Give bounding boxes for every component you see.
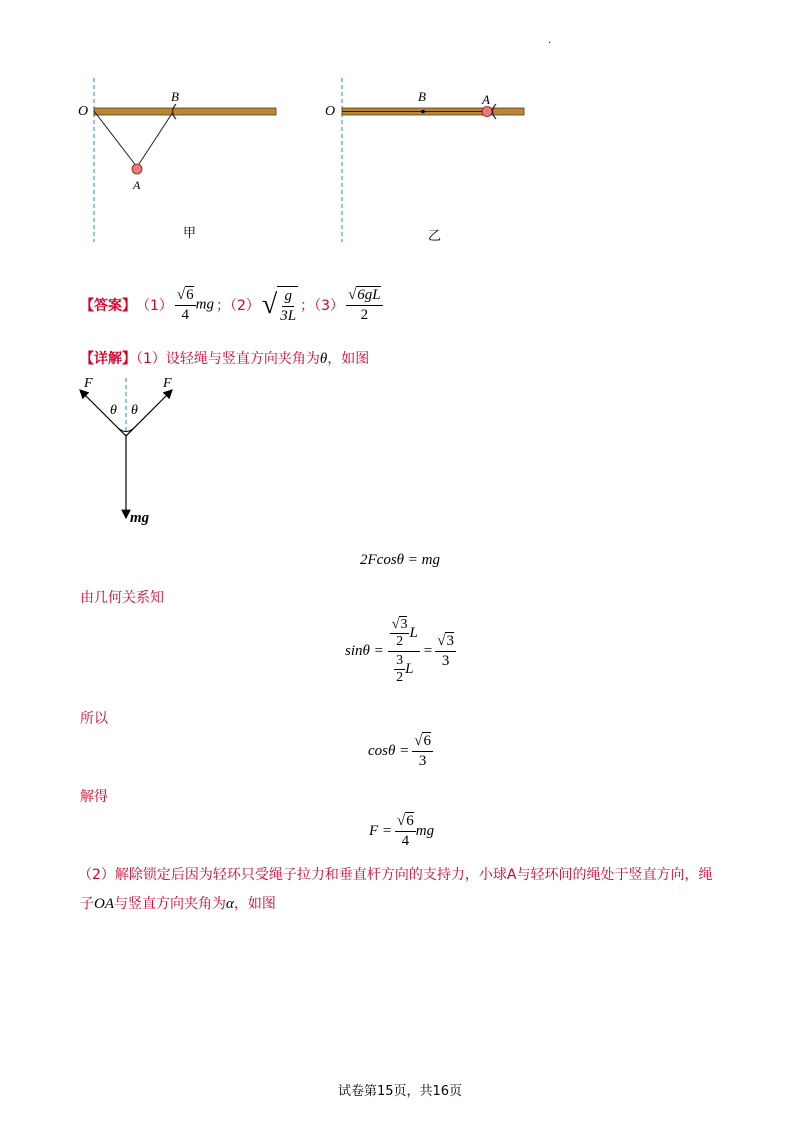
caption-yi: 乙 — [428, 228, 442, 243]
rod-ring-figure — [0, 0, 800, 250]
horizontal-rod — [94, 108, 276, 115]
eq2-rhs: $\frac{√3}{3}$ — [437, 633, 454, 669]
ball-a — [132, 164, 142, 174]
answer-tag: 【答案】 — [80, 298, 136, 314]
text-so: 所以 — [80, 711, 108, 727]
answer-3: $\frac{√6gL}{2}$ — [348, 287, 381, 323]
label-b: B — [171, 89, 179, 104]
part2-line-1: （2）解除锁定后因为轻环只受绳子拉力和垂直杆方向的支持力，小球A与轻环间的绳处于竖直方向，绳 — [78, 867, 713, 883]
equation-2 — [345, 615, 456, 687]
force-diagram — [60, 370, 200, 530]
ball-a — [482, 107, 492, 117]
figure-yi — [325, 78, 524, 243]
oa-symbol: OA — [94, 896, 114, 912]
detail-tag: 【详解】 — [80, 351, 136, 367]
answer-part1-label: （1） — [136, 298, 173, 314]
label-theta-left: θ — [110, 403, 117, 418]
equation-1: 2Fcosθ = mg — [360, 552, 440, 568]
text-geometry: 由几何关系知 — [80, 590, 164, 606]
label-f-left: F — [84, 376, 93, 391]
label-f-right: F — [163, 376, 172, 391]
label-a: A — [482, 92, 490, 107]
theta-symbol: θ — [319, 351, 328, 367]
corner-mark: · — [548, 38, 552, 49]
eq2-lhs: sinθ = — [345, 642, 384, 659]
answer-2: √ $\frac{g}{3L}$ — [261, 288, 297, 324]
figure-jia — [78, 78, 276, 242]
label-o: O — [325, 104, 336, 119]
equation-3: cosθ = $\frac{√6}{3}$ — [368, 733, 431, 769]
label-b: B — [418, 89, 426, 104]
detail-text-tail: ，如图 — [327, 351, 370, 367]
eq2-equals: = — [423, 642, 433, 659]
label-theta-right: θ — [131, 403, 138, 418]
equation-4: F = $\frac{√6}{4}$ mg — [369, 813, 435, 849]
answer-part2-label: ；（2） — [216, 298, 260, 314]
answer-part3-label: ；（3） — [300, 298, 345, 314]
eq2-big-fraction: $\frac{√3}{2}$ L $\frac{3}{2}$ L — [388, 617, 420, 686]
answer-1: $\frac{√6}{4}$ mg — [176, 287, 214, 323]
label-mg: mg — [130, 510, 150, 526]
alpha-symbol: α — [226, 896, 234, 912]
rope-ab — [137, 112, 173, 167]
text-solve: 解得 — [80, 789, 108, 805]
page-footer: 试卷第15页，共16页 — [337, 1084, 463, 1099]
caption-jia: 甲 — [183, 225, 197, 240]
rope-oa — [94, 111, 137, 167]
part2-line-2: 子OA与竖直方向夹角为α，如图 — [80, 896, 276, 912]
label-a: A — [133, 178, 141, 192]
answer-line — [80, 285, 385, 325]
label-o: O — [78, 104, 89, 119]
point-b — [421, 110, 425, 114]
detail-text: （1）设轻绳与竖直方向夹角为 — [136, 351, 320, 367]
detail-line-1 — [80, 348, 369, 368]
